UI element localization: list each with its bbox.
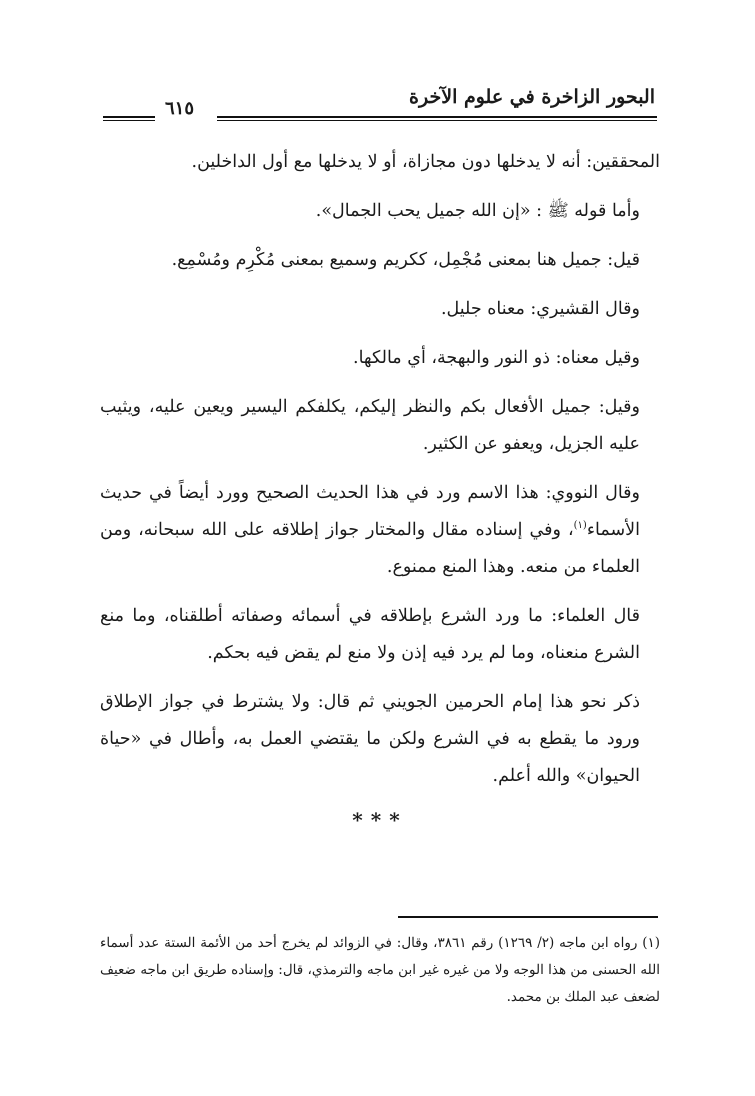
paragraph-4: وقال القشيري: معناه جليل.: [440, 299, 640, 319]
paragraph-9: ذكر نحو هذا إمام الحرمين الجويني ثم قال: ولا يشترط في جواز الإطلاق ورود ما يقطع به في الشرع ولكن ما يقتضي العمل به، وأطال في «حياة الحيوان» والله أعلم.: [100, 692, 640, 786]
footnote-1: (١) رواه ابن ماجه (٢/ ١٢٦٩) رقم ٣٨٦١، وقال: في الزوائد لم يخرج أحد من الأئمة الستة عدد أسماء الله الحسنى من هذا الوجه ولا من غيره غير ابن ماجه والترمذي، قال: وإسناده طريق ابن ماجه ضعيف لضعف عبد الملك بن محمد.: [100, 935, 661, 1005]
footnote-rule: [398, 916, 658, 918]
running-header-title: البحور الزاخرة في علوم الآخرة: [409, 86, 655, 108]
paragraph-7-part-1: وقال النووي: هذا الاسم ورد في هذا الحديث الصحيح وورد أيضاً في حديث الأسماء: [100, 483, 640, 540]
page-number: ٦١٥: [165, 98, 195, 119]
paragraph-1: المحققين: أنه لا يدخلها دون مجازاة، أو لا يدخلها مع أول الداخلين.: [191, 152, 660, 172]
header-rule-right: [217, 116, 657, 121]
footnote-reference: (١): [573, 520, 587, 532]
header-rule-left: [103, 116, 155, 121]
paragraph-2: وأما قوله ﷺ : «إن الله جميل يحب الجمال».: [315, 201, 640, 221]
section-separator: ***: [352, 808, 408, 832]
paragraph-8: قال العلماء: ما ورد الشرع بإطلاقه في أسمائه وصفاته أطلقناه، وما منع الشرع منعناه، وما لم يرد فيه إذن ولا منع لم يقض فيه بحكم.: [100, 606, 640, 663]
footnotes: [100, 930, 660, 1011]
paragraph-7: [100, 475, 660, 586]
paragraph-6: وقيل: جميل الأفعال بكم والنظر إليكم، يكلفكم اليسير ويعين عليه، ويثيب عليه الجزيل، ويعفو عن الكثير.: [100, 397, 640, 454]
paragraph-5: وقيل معناه: ذو النور والبهجة، أي مالكها.: [353, 348, 640, 368]
paragraph-7-part-2: ، وفي إسناده مقال والمختار جواز إطلاقه على الله سبحانه، ومن العلماء من منعه. وهذا المنع ممنوع.: [100, 520, 640, 577]
paragraph-3: قيل: جميل هنا بمعنى مُجْمِل، ككريم وسميع بمعنى مُكْرِم ومُسْمِع.: [171, 250, 640, 270]
main-text: [100, 144, 660, 795]
